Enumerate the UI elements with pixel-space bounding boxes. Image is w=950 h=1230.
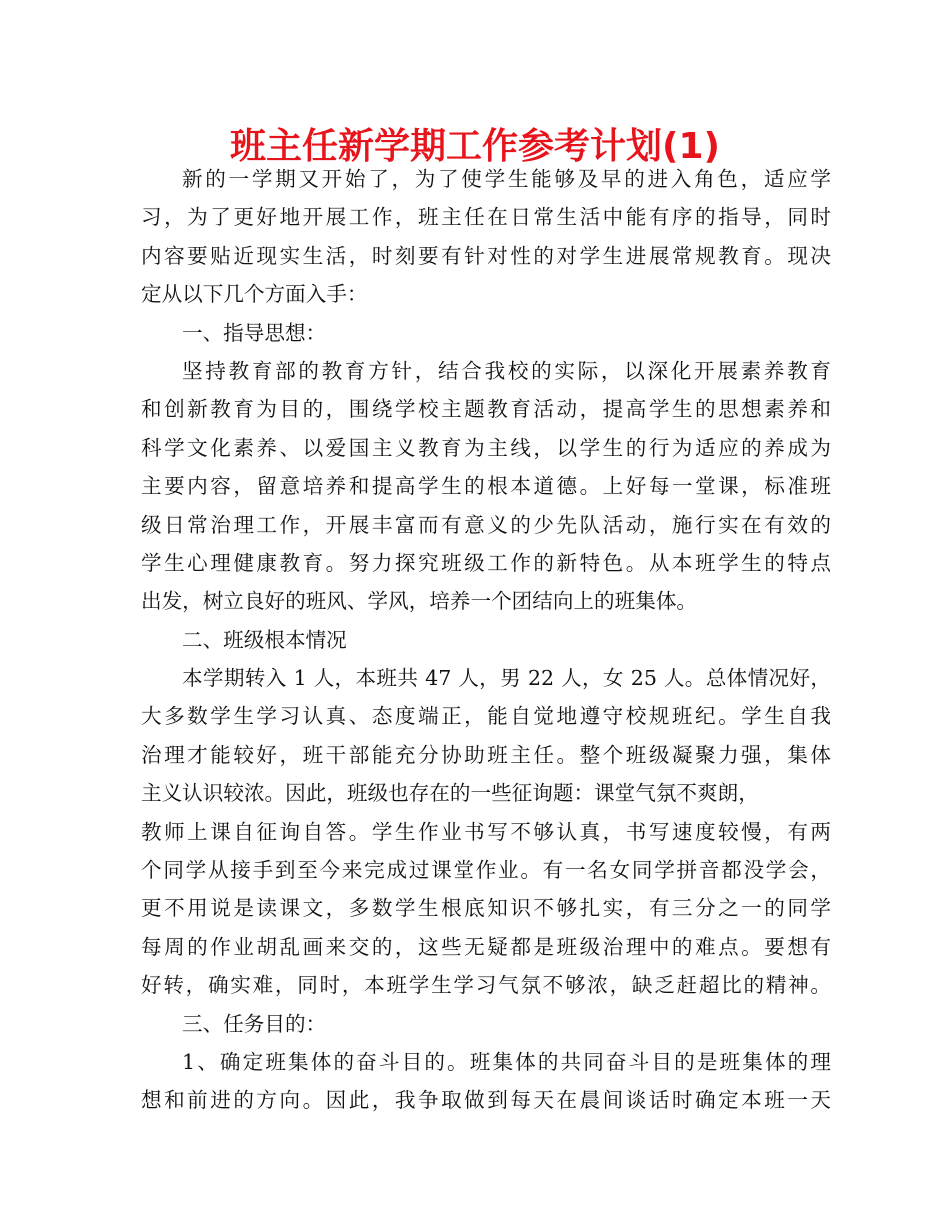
body-line: 新的一学期又开始了，为了使学生能够及早的进入角色，适应学 [182,167,831,191]
body-line: 每周的作业胡乱画来交的，这些无疑都是班级治理中的难点。要想有 [141,934,831,959]
body-line: 科学文化素养、以爱国主义教育为主线，以学生的行为适应的养成为 [141,435,831,460]
body-line: 习，为了更好地开展工作，班主任在日常生活中能有序的指导，同时 [141,205,831,230]
section-heading: 一、指导思想： [182,320,327,345]
body-line: 想和前进的方向。因此，我争取做到每天在晨间谈话时确定本班一天 [141,1088,831,1113]
body-line: 更不用说是读课文，多数学生根底知识不够扎实，有三分之一的同学 [141,896,831,921]
body-line: 1、确定班集体的奋斗目的。班集体的共同奋斗目的是班集体的理 [182,1049,831,1074]
body-line: 本学期转入 1 人，本班共 47 人，男 22 人，女 25 人。总体情况好， [182,666,831,691]
body-line: 大多数学生学习认真、态度端正，能自觉地遵守校规班纪。学生自我 [141,704,831,729]
body-line: 好转，确实难，同时，本班学生学习气氛不够浓，缺乏赶超比的精神。 [141,973,831,998]
section-heading: 二、班级根本情况 [182,627,347,652]
body-line: 个同学从接手到至今来完成过课堂作业。有一名女同学拼音都没学会， [141,858,831,883]
body-line: 内容要贴近现实生活，时刻要有针对性的对学生进展常规教育。现决 [141,243,831,268]
body-line: 学生心理健康教育。努力探究班级工作的新特色。从本班学生的特点 [141,550,831,575]
body-line: 级日常治理工作，开展丰富而有意义的少先队活动，施行实在有效的 [141,512,831,537]
body-line: 主要内容，留意培养和提高学生的根本道德。上好每一堂课，标准班 [141,474,831,499]
body-line: 出发，树立良好的班风、学风，培养一个团结向上的班集体。 [141,589,698,614]
body-line: 治理才能较好，班干部能充分协助班主任。整个班级凝聚力强，集体 [141,742,831,767]
body-line: 坚持教育部的教育方针，结合我校的实际，以深化开展素养教育 [182,358,831,383]
document-title: 班主任新学期工作参考计划(1) [230,126,720,167]
body-line: 定从以下几个方面入手： [141,282,368,307]
section-heading: 三、任务目的： [182,1011,327,1036]
body-line: 教师上课自征询自答。学生作业书写不够认真，书写速度较慢，有两 [141,819,831,844]
document-body [141,160,831,1120]
body-line: 和创新教育为目的，围绕学校主题教育活动，提高学生的思想素养和 [141,397,831,422]
body-line: 主义认识较浓。因此，班级也存在的一些征询题：课堂气氛不爽朗， [141,781,759,806]
